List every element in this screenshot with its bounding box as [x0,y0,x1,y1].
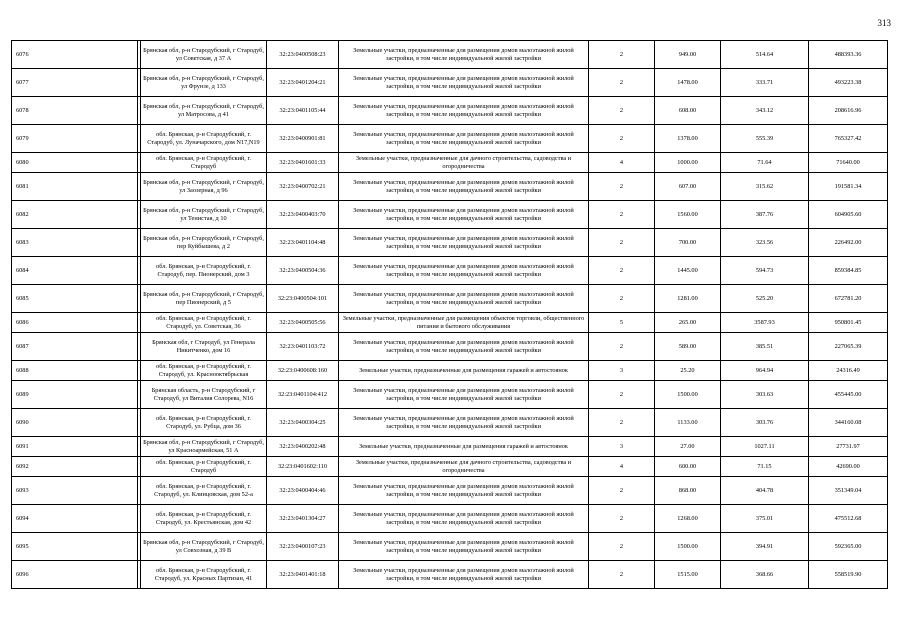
specific-value-cell: 3587.93 [721,313,809,333]
specific-value-cell: 315.62 [721,173,809,201]
row-number-cell: 6076 [12,41,138,69]
land-use-cell: Земельные участки, предназначенные для размещения домов малоэтажной жилой застройки, в том числе индивидуальной жилой застройки [339,97,589,125]
address-cell: обл. Брянская, р-н Стародубский, г. Стародуб, ул. Рубца, дом 36 [141,409,267,437]
cadastral-number-cell: 32:23:0401601:33 [267,153,339,173]
address-cell: обл. Брянская, р-н Стародубский, г. Стародуб, ул. Крестьянская, дом 42 [141,505,267,533]
group-cell: 2 [589,41,655,69]
land-use-cell: Земельные участки, предназначенные для размещения домов малоэтажной жилой застройки, в том числе индивидуальной жилой застройки [339,229,589,257]
area-cell: 700.00 [655,229,721,257]
cadastral-value-cell: 351349.04 [809,477,888,505]
cadastral-number-cell: 32:23:0400901:81 [267,125,339,153]
specific-value-cell: 1027.11 [721,437,809,457]
row-number-cell: 6090 [12,409,138,437]
table-row [12,361,888,381]
area-cell: 1500.00 [655,533,721,561]
cadastral-number-cell: 32:23:0400304:25 [267,409,339,437]
specific-value-cell: 404.78 [721,477,809,505]
group-cell: 3 [589,361,655,381]
table-row [12,153,888,173]
cadastral-number-cell: 32:23:0400107:23 [267,533,339,561]
table-row [12,477,888,505]
table-row [12,457,888,477]
address-cell: обл. Брянская, р-н Стародубский, г. Стародуб [141,153,267,173]
land-use-cell: Земельные участки, предназначенные для дачного строительства, садоводства и огородничества [339,457,589,477]
cadastral-number-cell: 32:23:0400504:36 [267,257,339,285]
row-number-cell: 6095 [12,533,138,561]
land-use-cell: Земельные участки, предназначенные для размещения домов малоэтажной жилой застройки, в том числе индивидуальной жилой застройки [339,257,589,285]
area-cell: 1515.00 [655,561,721,589]
cadastral-number-cell: 32:23:0401104:412 [267,381,339,409]
table-row [12,173,888,201]
land-use-cell: Земельные участки, предназначенные для размещения домов малоэтажной жилой застройки, в том числе индивидуальной жилой застройки [339,41,589,69]
row-number-cell: 6093 [12,477,138,505]
address-cell: Брянская обл, р-н Стародубский, г Стародуб, ул Матросова, д 41 [141,97,267,125]
land-use-cell: Земельные участки, предназначенные для размещения домов малоэтажной жилой застройки, в том числе индивидуальной жилой застройки [339,125,589,153]
group-cell: 2 [589,381,655,409]
land-use-cell: Земельные участки, предназначенные для размещения домов малоэтажной жилой застройки, в том числе индивидуальной жилой застройки [339,333,589,361]
specific-value-cell: 594.73 [721,257,809,285]
area-cell: 607.00 [655,173,721,201]
area-cell: 1478.00 [655,69,721,97]
land-use-cell: Земельные участки, предназначенные для размещения домов малоэтажной жилой застройки, в том числе индивидуальной жилой застройки [339,381,589,409]
table-row [12,285,888,313]
table-row [12,533,888,561]
specific-value-cell: 71.15 [721,457,809,477]
specific-value-cell: 387.76 [721,201,809,229]
specific-value-cell: 525.20 [721,285,809,313]
table-row [12,381,888,409]
address-cell: обл. Брянская, р-н Стародубский, г. Стародуб, ул. Красных Партизан, 41 [141,561,267,589]
address-cell: обл. Брянская, р-н Стародубский, г. Стародуб [141,457,267,477]
address-cell: обл. Брянская, р-н Стародубский, г. Стародуб, ул. Советская, 36 [141,313,267,333]
cadastral-value-cell: 950801.45 [809,313,888,333]
cadastral-value-cell: 558519.90 [809,561,888,589]
address-cell: Брянская обл, р-н Стародубский, г Стародуб, ул Заозерная, д 96 [141,173,267,201]
area-cell: 265.00 [655,313,721,333]
cadastral-value-cell: 344160.08 [809,409,888,437]
row-number-cell: 6084 [12,257,138,285]
row-number-cell: 6096 [12,561,138,589]
land-use-cell: Земельные участки, предназначенные для размещения домов малоэтажной жилой застройки, в том числе индивидуальной жилой застройки [339,561,589,589]
cadastral-number-cell: 32:23:0400508:23 [267,41,339,69]
group-cell: 2 [589,201,655,229]
row-number-cell: 6079 [12,125,138,153]
area-cell: 600.00 [655,457,721,477]
row-number-cell: 6082 [12,201,138,229]
specific-value-cell: 303.63 [721,381,809,409]
land-use-cell: Земельные участки, предназначенные для размещения гаражей и автостоянок [339,361,589,381]
group-cell: 2 [589,229,655,257]
address-cell: обл. Брянская, р-н Стародубский, г. Стародуб, пер. Пионерский, дом 3 [141,257,267,285]
address-cell: Брянская обл, р-н Стародубский, г Стародуб, пер Куйбышева, д 2 [141,229,267,257]
land-use-cell: Земельные участки, предназначенные для размещения гаражей и автостоянок [339,437,589,457]
cadastral-value-cell: 604905.60 [809,201,888,229]
cadastral-value-cell: 493223.38 [809,69,888,97]
specific-value-cell: 343.12 [721,97,809,125]
specific-value-cell: 303.76 [721,409,809,437]
table-row [12,69,888,97]
group-cell: 2 [589,477,655,505]
cadastral-number-cell: 32:23:0400202:48 [267,437,339,457]
cadastral-value-cell: 592365.00 [809,533,888,561]
group-cell: 2 [589,173,655,201]
row-number-cell: 6094 [12,505,138,533]
cadastral-number-cell: 32:23:0400608:160 [267,361,339,381]
cadastral-number-cell: 32:23:0400403:70 [267,201,339,229]
table-row [12,333,888,361]
group-cell: 4 [589,457,655,477]
area-cell: 1378.00 [655,125,721,153]
cadastral-value-cell: 71640.00 [809,153,888,173]
row-number-cell: 6080 [12,153,138,173]
area-cell: 1268.00 [655,505,721,533]
group-cell: 2 [589,125,655,153]
area-cell: 589.00 [655,333,721,361]
land-use-cell: Земельные участки, предназначенные для размещения домов малоэтажной жилой застройки, в том числе индивидуальной жилой застройки [339,477,589,505]
address-cell: Брянская обл, р-н Стародубский, г Стародуб, ул Советская, д 37 А [141,41,267,69]
table-body [12,41,888,589]
specific-value-cell: 368.66 [721,561,809,589]
group-cell: 2 [589,257,655,285]
area-cell: 1560.00 [655,201,721,229]
address-cell: обл. Брянская, р-н Стародубский, г. Стародуб, ул. Краснооктябрьская [141,361,267,381]
table-row [12,437,888,457]
table-row [12,505,888,533]
row-number-cell: 6078 [12,97,138,125]
cadastral-number-cell: 32:23:0401104:48 [267,229,339,257]
table-row [12,257,888,285]
address-cell: обл. Брянская, р-н Стародубский, г. Стародуб, ул. Луначарского, дом N17,N19 [141,125,267,153]
group-cell: 2 [589,409,655,437]
row-number-cell: 6081 [12,173,138,201]
area-cell: 25.20 [655,361,721,381]
address-cell: Брянская обл, р-н Стародубский, г Стародуб, ул Красноармейская, 51 А [141,437,267,457]
row-number-cell: 6077 [12,69,138,97]
table-row [12,313,888,333]
cadastral-value-cell: 42690.00 [809,457,888,477]
address-cell: обл. Брянская, р-н Стародубский, г. Стародуб, ул. Клинцовская, дом 52-а [141,477,267,505]
land-use-cell: Земельные участки, предназначенные для размещения домов малоэтажной жилой застройки, в том числе индивидуальной жилой застройки [339,533,589,561]
land-use-cell: Земельные участки, предназначенные для дачного строительства, садоводства и огородничества [339,153,589,173]
specific-value-cell: 333.71 [721,69,809,97]
cadastral-value-cell: 208616.96 [809,97,888,125]
table-row [12,201,888,229]
group-cell: 2 [589,561,655,589]
table-row [12,125,888,153]
row-number-cell: 6091 [12,437,138,457]
address-cell: Брянская обл, р-н Стародубский, г Стародуб, ул Тенистая, д 10 [141,201,267,229]
cadastral-number-cell: 32:23:0400702:21 [267,173,339,201]
row-number-cell: 6092 [12,457,138,477]
cadastral-value-cell: 475512.68 [809,505,888,533]
group-cell: 4 [589,153,655,173]
row-number-cell: 6089 [12,381,138,409]
cadastral-value-cell: 859384.85 [809,257,888,285]
address-cell: Брянская обл, г Стародуб, ул Генерала Никитченко, дом 16 [141,333,267,361]
land-use-cell: Земельные участки, предназначенные для размещения домов малоэтажной жилой застройки, в том числе индивидуальной жилой застройки [339,201,589,229]
cadastral-number-cell: 32:23:0400505:56 [267,313,339,333]
area-cell: 949.00 [655,41,721,69]
row-number-cell: 6085 [12,285,138,313]
area-cell: 1133.00 [655,409,721,437]
cadastral-value-cell: 672781.20 [809,285,888,313]
row-number-cell: 6087 [12,333,138,361]
specific-value-cell: 394.91 [721,533,809,561]
cadastral-value-cell: 765327.42 [809,125,888,153]
area-cell: 1281.00 [655,285,721,313]
group-cell: 2 [589,533,655,561]
cadastral-number-cell: 32:23:0401401:18 [267,561,339,589]
area-cell: 868.00 [655,477,721,505]
group-cell: 2 [589,97,655,125]
cadastral-number-cell: 32:23:0401602:110 [267,457,339,477]
land-use-cell: Земельные участки, предназначенные для размещения домов малоэтажной жилой застройки, в том числе индивидуальной жилой застройки [339,69,589,97]
address-cell: Брянская обл, р-н Стародубский, г Стародуб, ул Фрунзе, д 133 [141,69,267,97]
cadastral-number-cell: 32:23:0401103:72 [267,333,339,361]
area-cell: 1000.00 [655,153,721,173]
cadastral-number-cell: 32:23:0401304:27 [267,505,339,533]
cadastral-number-cell: 32:23:0401105:44 [267,97,339,125]
table-row [12,97,888,125]
cadastral-value-cell: 226492.00 [809,229,888,257]
group-cell: 2 [589,333,655,361]
address-cell: Брянская обл, р-н Стародубский, г Стародуб, ул Совхозная, д 39 В [141,533,267,561]
table-row [12,229,888,257]
table-row [12,409,888,437]
land-use-cell: Земельные участки, предназначенные для размещения объектов торговли, общественного питания и бытового обслуживания [339,313,589,333]
cadastral-number-cell: 32:23:0401204:21 [267,69,339,97]
specific-value-cell: 964.94 [721,361,809,381]
cadastral-value-cell: 27731.97 [809,437,888,457]
row-number-cell: 6083 [12,229,138,257]
page-number: 313 [877,18,891,28]
cadastral-value-cell: 455445.00 [809,381,888,409]
row-number-cell: 6086 [12,313,138,333]
cadastral-value-cell: 191581.34 [809,173,888,201]
group-cell: 2 [589,69,655,97]
specific-value-cell: 385.51 [721,333,809,361]
address-cell: Брянская обл, р-н Стародубский, г Стародуб, пер Пионерский, д 5 [141,285,267,313]
row-number-cell: 6088 [12,361,138,381]
land-use-cell: Земельные участки, предназначенные для размещения домов малоэтажной жилой застройки, в том числе индивидуальной жилой застройки [339,173,589,201]
area-cell: 27.00 [655,437,721,457]
land-use-cell: Земельные участки, предназначенные для размещения домов малоэтажной жилой застройки, в том числе индивидуальной жилой застройки [339,409,589,437]
table-row [12,41,888,69]
cadastral-value-cell: 24316.49 [809,361,888,381]
land-use-cell: Земельные участки, предназначенные для размещения домов малоэтажной жилой застройки, в том числе индивидуальной жилой застройки [339,505,589,533]
table-row [12,561,888,589]
group-cell: 3 [589,437,655,457]
cadastral-value-cell: 227065.39 [809,333,888,361]
address-cell: Брянская область, р-н Стародубский, г Стародуб, ул Виталия Солорева, N16 [141,381,267,409]
cadastral-number-cell: 32:23:0400504:101 [267,285,339,313]
specific-value-cell: 71.64 [721,153,809,173]
group-cell: 2 [589,505,655,533]
specific-value-cell: 555.39 [721,125,809,153]
specific-value-cell: 323.56 [721,229,809,257]
group-cell: 2 [589,285,655,313]
group-cell: 5 [589,313,655,333]
cadastral-value-table [11,40,888,589]
area-cell: 1500.00 [655,381,721,409]
cadastral-number-cell: 32:23:0400404:46 [267,477,339,505]
area-cell: 1445.00 [655,257,721,285]
cadastral-value-cell: 488393.36 [809,41,888,69]
area-cell: 608.00 [655,97,721,125]
specific-value-cell: 514.64 [721,41,809,69]
land-use-cell: Земельные участки, предназначенные для размещения домов малоэтажной жилой застройки, в том числе индивидуальной жилой застройки [339,285,589,313]
specific-value-cell: 375.01 [721,505,809,533]
